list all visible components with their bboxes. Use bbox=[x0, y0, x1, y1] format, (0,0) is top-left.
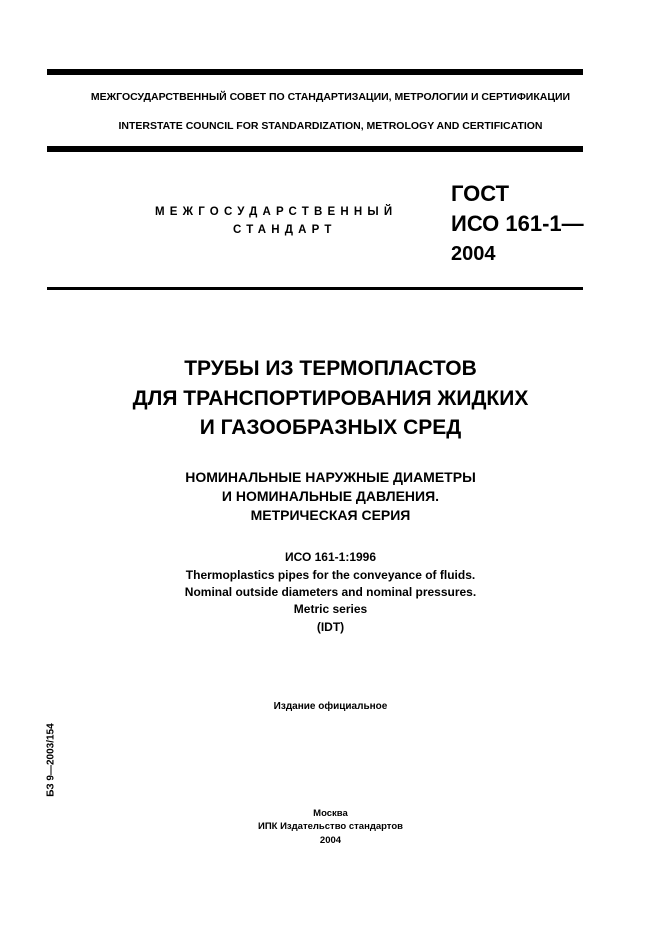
subtitle-line: МЕТРИЧЕСКАЯ СЕРИЯ bbox=[250, 507, 411, 523]
title-line: ТРУБЫ ИЗ ТЕРМОПЛАСТОВ bbox=[184, 357, 477, 380]
gost-code-line2: ИСО 161-1— bbox=[451, 211, 584, 236]
edition-label: Издание официальное bbox=[273, 701, 388, 712]
council-name-en: INTERSTATE COUNCIL FOR STANDARDIZATION, METROLOGY AND CERTIFICATION bbox=[118, 120, 543, 132]
council-name-ru: МЕЖГОСУДАРСТВЕННЫЙ СОВЕТ ПО СТАНДАРТИЗАЦИИ, МЕТРОЛОГИИ И СЕРТИФИКАЦИИ bbox=[90, 91, 571, 103]
imprint-year: 2004 bbox=[319, 835, 342, 846]
subtitle-line: И НОМИНАЛЬНЫЕ ДАВЛЕНИЯ. bbox=[221, 488, 440, 504]
iso-equivalence: (IDT) bbox=[316, 620, 345, 634]
iso-title-line: Metric series bbox=[293, 602, 368, 616]
standard-rule bbox=[47, 287, 583, 290]
gost-code-line3: 2004 bbox=[451, 243, 496, 265]
header-rule bbox=[47, 146, 583, 152]
side-code: БЗ 9—2003/154 bbox=[45, 723, 57, 797]
imprint-publisher: ИПК Издательство стандартов bbox=[258, 821, 403, 832]
title-line: И ГАЗООБРАЗНЫХ СРЕД bbox=[199, 416, 462, 439]
iso-title-line: Nominal outside diameters and nominal pressures. bbox=[184, 585, 477, 599]
iso-reference: ИСО 161-1:1996 bbox=[284, 550, 377, 564]
gost-code-line1: ГОСТ bbox=[451, 181, 510, 206]
title-line: ДЛЯ ТРАНСПОРТИРОВАНИЯ ЖИДКИХ bbox=[132, 387, 529, 410]
top-rule bbox=[47, 69, 583, 75]
imprint-city: Москва bbox=[313, 808, 348, 819]
standard-type-line2: СТАНДАРТ bbox=[233, 224, 337, 236]
standard-type-line1: МЕЖГОСУДАРСТВЕННЫЙ bbox=[155, 206, 398, 218]
iso-title-line: Thermoplastics pipes for the conveyance of fluids. bbox=[185, 568, 476, 582]
subtitle-line: НОМИНАЛЬНЫЕ НАРУЖНЫЕ ДИАМЕТРЫ bbox=[185, 469, 476, 485]
